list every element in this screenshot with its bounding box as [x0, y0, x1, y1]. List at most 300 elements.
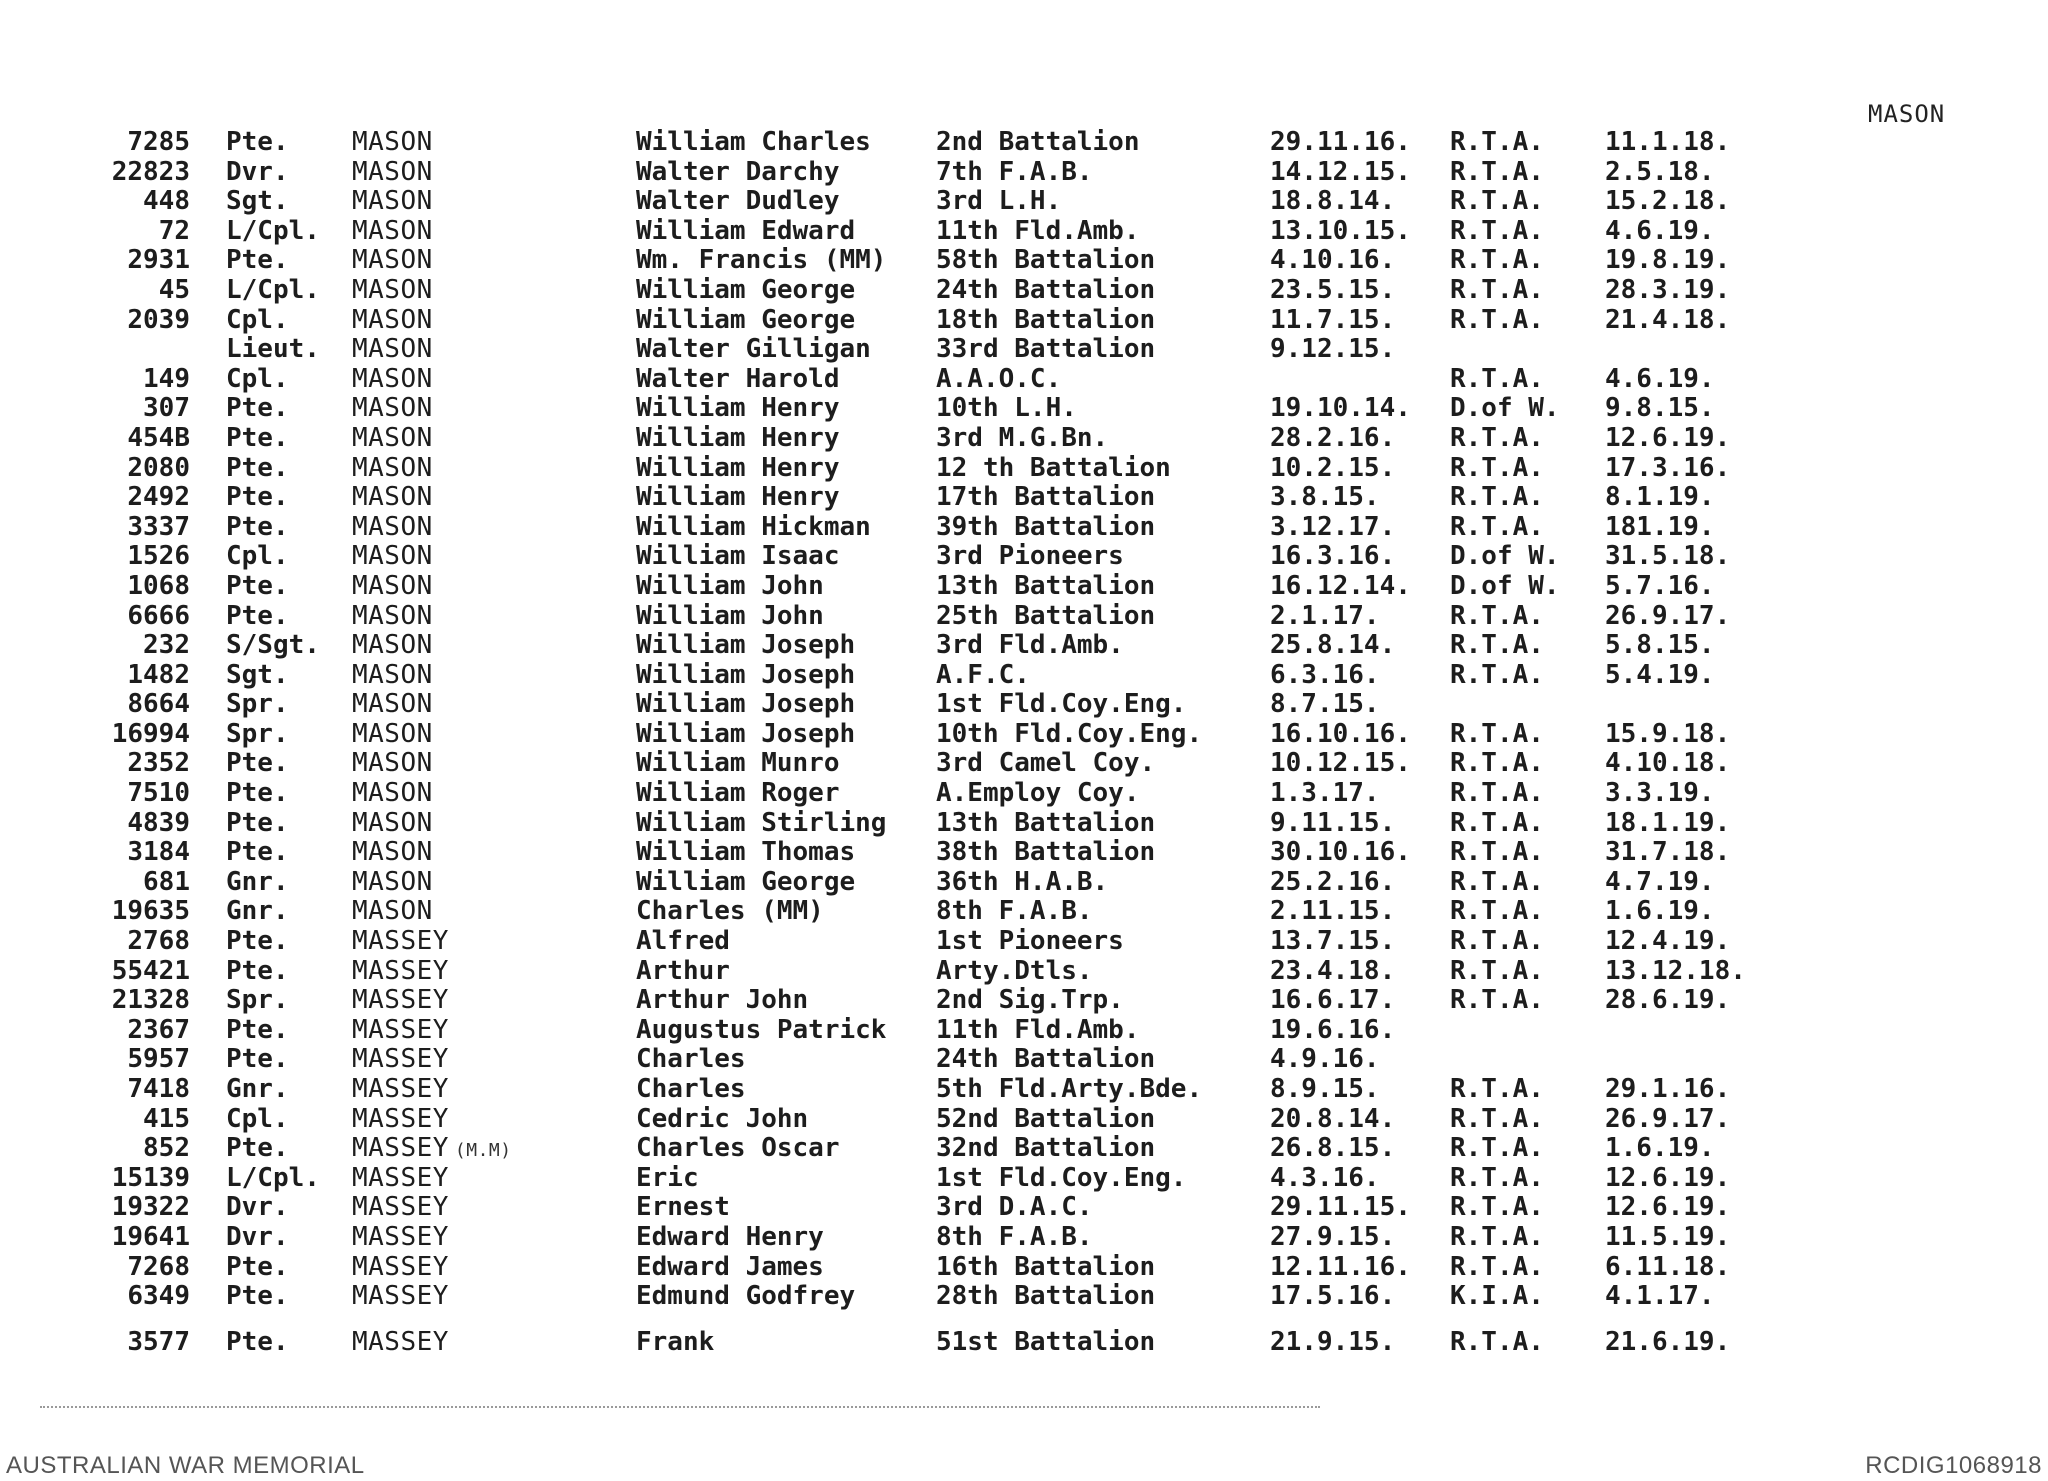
return-date-text: 29.1.16.: [1605, 1074, 1731, 1104]
service-number-cell: [40, 187, 190, 217]
given-names-text: William Henry: [636, 482, 840, 513]
surname-cell: [352, 1016, 449, 1046]
surname-cell: [352, 986, 449, 1016]
table-row: [0, 1075, 2048, 1105]
table-row: [0, 394, 2048, 424]
table-row: [0, 1193, 2048, 1223]
unit-cell: [936, 1105, 1155, 1135]
given-names-cell: [636, 749, 840, 779]
unit-text: 11th Fld.Amb.: [936, 1014, 1140, 1045]
unit-cell: [936, 779, 1140, 809]
enlistment-date-text: 16.3.16.: [1270, 541, 1396, 572]
return-date-text: 181.19.: [1605, 511, 1715, 542]
return-date-cell: [1605, 424, 1730, 454]
service-number-text: 232: [143, 630, 190, 661]
service-number-text: 1526: [127, 541, 190, 572]
unit-text: 17th Battalion: [936, 482, 1156, 513]
service-number-cell: [40, 365, 190, 395]
enlistment-date-cell: [1270, 158, 1411, 188]
rank-text: Pte.: [226, 1014, 289, 1045]
unit-cell: [936, 246, 1155, 276]
unit-cell: [936, 128, 1140, 158]
fate-text: R.T.A.: [1450, 511, 1544, 542]
surname-text: MASSEY: [352, 1326, 449, 1357]
surname-cell: [352, 927, 449, 957]
service-number-cell: [40, 424, 190, 454]
table-row: [0, 602, 2048, 632]
rank-cell: [226, 1193, 289, 1223]
enlistment-date-text: 10.2.15.: [1270, 452, 1396, 483]
surname-text: MASON: [352, 896, 433, 927]
service-number-cell: [40, 1164, 190, 1194]
enlistment-date-text: 26.8.15.: [1270, 1133, 1396, 1164]
fate-text: R.T.A.: [1450, 304, 1544, 335]
rank-text: L/Cpl.: [226, 274, 320, 305]
rank-text: Spr.: [226, 689, 289, 720]
given-names-text: Walter Dudley: [636, 186, 840, 217]
return-date-cell: [1605, 631, 1715, 661]
given-names-cell: [636, 513, 871, 543]
service-number-text: 2080: [127, 452, 190, 483]
unit-cell: [936, 602, 1155, 632]
return-date-cell: [1605, 1105, 1730, 1135]
service-number-text: 45: [158, 274, 190, 305]
surname-cell: [352, 572, 433, 602]
return-date-cell: [1605, 483, 1715, 513]
return-date-cell: [1605, 957, 1746, 987]
fate-text: R.T.A.: [1450, 363, 1544, 394]
unit-text: 52nd Battalion: [936, 1103, 1156, 1134]
given-names-cell: [636, 158, 840, 188]
table-row: [0, 838, 2048, 868]
given-names-text: William Edward: [636, 215, 856, 246]
given-names-cell: [636, 1105, 808, 1135]
given-names-cell: [636, 602, 824, 632]
given-names-text: Frank: [636, 1326, 715, 1357]
return-date-cell: [1605, 128, 1730, 158]
rank-cell: [226, 483, 289, 513]
return-date-text: 11.5.19.: [1605, 1221, 1731, 1252]
return-date-cell: [1605, 661, 1715, 691]
given-names-text: Edward Henry: [636, 1221, 824, 1252]
surname-cell: [352, 720, 433, 750]
rank-cell: [226, 1016, 289, 1046]
return-date-text: 12.6.19.: [1605, 422, 1731, 453]
rank-text: Pte.: [226, 570, 289, 601]
enlistment-date-cell: [1270, 1134, 1395, 1164]
unit-text: 11th Fld.Amb.: [936, 215, 1140, 246]
fate-cell: [1450, 513, 1544, 543]
unit-text: 3rd D.A.C.: [936, 1192, 1093, 1223]
table-row: [0, 631, 2048, 661]
fate-cell: [1450, 187, 1544, 217]
return-date-cell: [1605, 1282, 1715, 1312]
return-date-cell: [1605, 276, 1730, 306]
surname-cell: [352, 661, 433, 691]
fate-text: R.T.A.: [1450, 1192, 1544, 1223]
rank-cell: [226, 779, 289, 809]
rank-text: Pte.: [226, 511, 289, 542]
surname-text: MASON: [352, 304, 433, 335]
rank-text: Dvr.: [226, 1221, 289, 1252]
return-date-text: 12.6.19.: [1605, 1192, 1731, 1223]
given-names-text: Charles: [636, 1074, 746, 1104]
return-date-text: 12.6.19.: [1605, 1162, 1731, 1193]
fate-text: R.T.A.: [1450, 482, 1544, 513]
surname-cell: [352, 1134, 512, 1166]
rank-text: Gnr.: [226, 1074, 289, 1104]
rank-text: Sgt.: [226, 659, 289, 690]
surname-text: MASON: [352, 689, 433, 720]
rank-text: Gnr.: [226, 896, 289, 927]
enlistment-date-text: 4.10.16.: [1270, 245, 1396, 276]
service-number-text: 16994: [111, 718, 190, 749]
enlistment-date-cell: [1270, 128, 1411, 158]
fate-text: R.T.A.: [1450, 1162, 1544, 1193]
service-number-cell: [40, 1282, 190, 1312]
enlistment-date-cell: [1270, 1253, 1411, 1283]
fate-cell: [1450, 1193, 1544, 1223]
enlistment-date-cell: [1270, 957, 1395, 987]
given-names-text: Cedric John: [636, 1103, 809, 1134]
table-row: [0, 749, 2048, 779]
surname-text: MASON: [352, 215, 433, 246]
surname-text: MASSEY: [352, 1281, 449, 1312]
surname-text: MASSEY: [352, 985, 449, 1016]
table-row: [0, 335, 2048, 365]
service-number-cell: [40, 483, 190, 513]
unit-text: 25th Battalion: [936, 600, 1156, 631]
return-date-cell: [1605, 365, 1715, 395]
enlistment-date-cell: [1270, 779, 1380, 809]
return-date-cell: [1605, 720, 1730, 750]
surname-text: MASON: [352, 274, 433, 305]
enlistment-date-cell: [1270, 542, 1395, 572]
rank-text: Gnr.: [226, 866, 289, 897]
unit-text: 5th Fld.Arty.Bde.: [936, 1074, 1203, 1104]
surname-cell: [352, 424, 433, 454]
rank-text: Pte.: [226, 1133, 289, 1164]
surname-cell: [352, 217, 433, 247]
return-date-text: 26.9.17.: [1605, 600, 1731, 631]
return-date-cell: [1605, 1193, 1730, 1223]
unit-cell: [936, 572, 1155, 602]
rank-cell: [226, 128, 289, 158]
rank-cell: [226, 661, 289, 691]
surname-cell: [352, 1105, 449, 1135]
rank-cell: [226, 1164, 320, 1194]
service-number-text: 149: [143, 363, 190, 394]
service-number-cell: [40, 1075, 190, 1105]
rank-text: Pte.: [226, 955, 289, 986]
return-date-text: 28.6.19.: [1605, 985, 1731, 1016]
unit-cell: [936, 276, 1155, 306]
service-number-text: 21328: [111, 985, 190, 1016]
rank-cell: [226, 1105, 289, 1135]
service-number-text: 55421: [111, 955, 190, 986]
given-names-cell: [636, 927, 730, 957]
enlistment-date-text: 23.5.15.: [1270, 274, 1396, 305]
rank-cell: [226, 927, 289, 957]
unit-text: 33rd Battalion: [936, 334, 1156, 365]
given-names-cell: [636, 957, 730, 987]
service-number-cell: [40, 1134, 190, 1164]
surname-cell: [352, 128, 433, 158]
service-number-text: 415: [143, 1103, 190, 1134]
service-number-cell: [40, 1016, 190, 1046]
fate-cell: [1450, 1075, 1544, 1105]
enlistment-date-cell: [1270, 809, 1395, 839]
enlistment-date-cell: [1270, 1282, 1395, 1312]
table-row: [0, 957, 2048, 987]
unit-text: 24th Battalion: [936, 274, 1156, 305]
service-number-text: 3577: [127, 1326, 190, 1357]
return-date-text: 3.3.19.: [1605, 778, 1715, 809]
return-date-text: 5.4.19.: [1605, 659, 1715, 690]
unit-cell: [936, 454, 1171, 484]
unit-cell: [936, 661, 1030, 691]
enlistment-date-cell: [1270, 749, 1411, 779]
enlistment-date-text: 9.11.15.: [1270, 807, 1396, 838]
service-number-cell: [40, 602, 190, 632]
surname-text: MASSEY: [352, 1074, 449, 1104]
return-date-cell: [1605, 217, 1715, 247]
table-row: [0, 513, 2048, 543]
service-number-text: 7285: [127, 127, 190, 157]
rank-text: Spr.: [226, 985, 289, 1016]
enlistment-date-text: 2.11.15.: [1270, 896, 1396, 927]
surname-cell: [352, 542, 433, 572]
fate-text: D.of W.: [1450, 393, 1560, 424]
rank-cell: [226, 1045, 289, 1075]
service-number-cell: [40, 927, 190, 957]
enlistment-date-text: 6.3.16.: [1270, 659, 1380, 690]
enlistment-date-cell: [1270, 690, 1380, 720]
given-names-text: William Isaac: [636, 541, 840, 572]
return-date-text: 26.9.17.: [1605, 1103, 1731, 1134]
given-names-cell: [636, 986, 808, 1016]
enlistment-date-cell: [1270, 217, 1411, 247]
page-bottom-rule: [40, 1406, 1320, 1408]
fate-cell: [1450, 1134, 1544, 1164]
surname-text: MASON: [352, 778, 433, 809]
service-number-text: 7268: [127, 1251, 190, 1282]
rank-cell: [226, 1328, 289, 1358]
unit-text: 51st Battalion: [936, 1326, 1156, 1357]
table-row: [0, 720, 2048, 750]
given-names-text: William Munro: [636, 748, 840, 779]
unit-text: 1st Fld.Coy.Eng.: [936, 1162, 1187, 1193]
fate-text: R.T.A.: [1450, 186, 1544, 217]
fate-cell: [1450, 986, 1544, 1016]
fate-text: R.T.A.: [1450, 1251, 1544, 1282]
rank-cell: [226, 1223, 289, 1253]
unit-cell: [936, 187, 1061, 217]
rank-cell: [226, 306, 289, 336]
enlistment-date-cell: [1270, 661, 1380, 691]
given-names-text: William Henry: [636, 452, 840, 483]
service-number-text: 2352: [127, 748, 190, 779]
rank-cell: [226, 720, 289, 750]
rank-cell: [226, 986, 289, 1016]
nominal-roll-list: [0, 128, 2048, 1357]
surname-cell: [352, 602, 433, 632]
return-date-cell: [1605, 897, 1715, 927]
given-names-cell: [636, 897, 824, 927]
rank-cell: [226, 276, 320, 306]
surname-text: MASON: [352, 186, 433, 217]
service-number-text: 3184: [127, 837, 190, 868]
rank-cell: [226, 1253, 289, 1283]
unit-cell: [936, 927, 1124, 957]
return-date-cell: [1605, 927, 1730, 957]
table-row: [0, 158, 2048, 188]
given-names-text: Walter Gilligan: [636, 334, 871, 365]
enlistment-date-text: 16.12.14.: [1270, 570, 1411, 601]
return-date-cell: [1605, 838, 1730, 868]
unit-cell: [936, 1223, 1093, 1253]
return-date-text: 28.3.19.: [1605, 274, 1731, 305]
return-date-cell: [1605, 513, 1715, 543]
return-date-text: 18.1.19.: [1605, 807, 1731, 838]
unit-cell: [936, 1164, 1186, 1194]
surname-text: MASSEY: [352, 1103, 449, 1134]
service-number-text: 2367: [127, 1014, 190, 1045]
given-names-cell: [636, 306, 855, 336]
service-number-text: 6349: [127, 1281, 190, 1312]
surname-text: MASSEY: [352, 1192, 449, 1223]
fate-cell: [1450, 454, 1544, 484]
rank-text: Pte.: [226, 245, 289, 276]
return-date-text: 11.1.18.: [1605, 127, 1731, 157]
enlistment-date-text: 9.12.15.: [1270, 334, 1396, 365]
rank-text: Pte.: [226, 807, 289, 838]
surname-text: MASON: [352, 482, 433, 513]
given-names-cell: [636, 809, 886, 839]
fate-text: K.I.A.: [1450, 1281, 1544, 1312]
unit-cell: [936, 158, 1093, 188]
enlistment-date-text: 17.5.16.: [1270, 1281, 1396, 1312]
surname-text: MASON: [352, 334, 433, 365]
unit-cell: [936, 1045, 1155, 1075]
surname-text: MASSEY: [352, 1162, 449, 1193]
surname-text: MASON: [352, 127, 433, 157]
given-names-text: William George: [636, 304, 856, 335]
enlistment-date-cell: [1270, 1075, 1380, 1105]
enlistment-date-cell: [1270, 1105, 1395, 1135]
surname-text: MASON: [352, 837, 433, 868]
given-names-cell: [636, 483, 840, 513]
return-date-cell: [1605, 1075, 1730, 1105]
return-date-cell: [1605, 1134, 1715, 1164]
fate-cell: [1450, 1223, 1544, 1253]
rank-cell: [226, 809, 289, 839]
unit-cell: [936, 394, 1077, 424]
unit-cell: [936, 897, 1093, 927]
surname-cell: [352, 158, 433, 188]
fate-text: R.T.A.: [1450, 778, 1544, 809]
return-date-text: 15.2.18.: [1605, 186, 1731, 217]
fate-text: R.T.A.: [1450, 215, 1544, 246]
unit-text: 13th Battalion: [936, 570, 1156, 601]
fate-cell: [1450, 424, 1544, 454]
service-number-cell: [40, 1328, 190, 1358]
given-names-text: Charles Oscar: [636, 1133, 840, 1164]
rank-cell: [226, 602, 289, 632]
table-row: [0, 454, 2048, 484]
given-names-cell: [636, 246, 886, 276]
unit-cell: [936, 513, 1155, 543]
service-number-cell: [40, 957, 190, 987]
surname-cell: [352, 838, 433, 868]
given-names-text: William Thomas: [636, 837, 856, 868]
return-date-cell: [1605, 986, 1730, 1016]
unit-cell: [936, 838, 1155, 868]
service-number-text: 15139: [111, 1162, 190, 1193]
unit-cell: [936, 365, 1061, 395]
unit-text: A.Employ Coy.: [936, 778, 1140, 809]
unit-cell: [936, 1253, 1155, 1283]
enlistment-date-cell: [1270, 483, 1380, 513]
unit-cell: [936, 957, 1093, 987]
service-number-text: 454B: [127, 422, 190, 453]
unit-text: 2nd Battalion: [936, 127, 1140, 157]
given-names-text: William Joseph: [636, 718, 856, 749]
enlistment-date-text: 25.8.14.: [1270, 630, 1396, 661]
enlistment-date-cell: [1270, 394, 1411, 424]
fate-text: R.T.A.: [1450, 926, 1544, 957]
surname-text: MASSEY: [352, 1251, 449, 1282]
table-row: [0, 1164, 2048, 1194]
rank-text: Pte.: [226, 1044, 289, 1075]
unit-cell: [936, 424, 1108, 454]
rank-text: Pte.: [226, 926, 289, 957]
unit-text: 3rd Camel Coy.: [936, 748, 1156, 779]
return-date-cell: [1605, 187, 1730, 217]
return-date-text: 4.6.19.: [1605, 215, 1715, 246]
surname-text: MASSEY: [352, 1014, 449, 1045]
given-names-text: William Roger: [636, 778, 840, 809]
service-number-cell: [40, 1223, 190, 1253]
surname-text: MASON: [352, 807, 433, 838]
fate-text: R.T.A.: [1450, 422, 1544, 453]
surname-text: MASON: [352, 363, 433, 394]
given-names-cell: [636, 1223, 824, 1253]
service-number-text: 681: [143, 866, 190, 897]
unit-cell: [936, 868, 1108, 898]
fate-cell: [1450, 1253, 1544, 1283]
table-row: [0, 306, 2048, 336]
rank-cell: [226, 957, 289, 987]
surname-text: MASON: [352, 570, 433, 601]
table-row: [0, 1045, 2048, 1075]
unit-cell: [936, 690, 1186, 720]
return-date-text: 19.8.19.: [1605, 245, 1731, 276]
unit-text: 8th F.A.B.: [936, 1221, 1093, 1252]
rank-text: L/Cpl.: [226, 215, 320, 246]
service-number-cell: [40, 868, 190, 898]
service-number-text: 2492: [127, 482, 190, 513]
return-date-cell: [1605, 749, 1730, 779]
unit-text: 16th Battalion: [936, 1251, 1156, 1282]
rank-text: Pte.: [226, 837, 289, 868]
given-names-text: Walter Darchy: [636, 156, 840, 187]
return-date-text: 12.4.19.: [1605, 926, 1731, 957]
given-names-text: Wm. Francis (MM): [636, 245, 887, 276]
return-date-text: 31.5.18.: [1605, 541, 1731, 572]
enlistment-date-cell: [1270, 187, 1395, 217]
service-number-text: 1482: [127, 659, 190, 690]
